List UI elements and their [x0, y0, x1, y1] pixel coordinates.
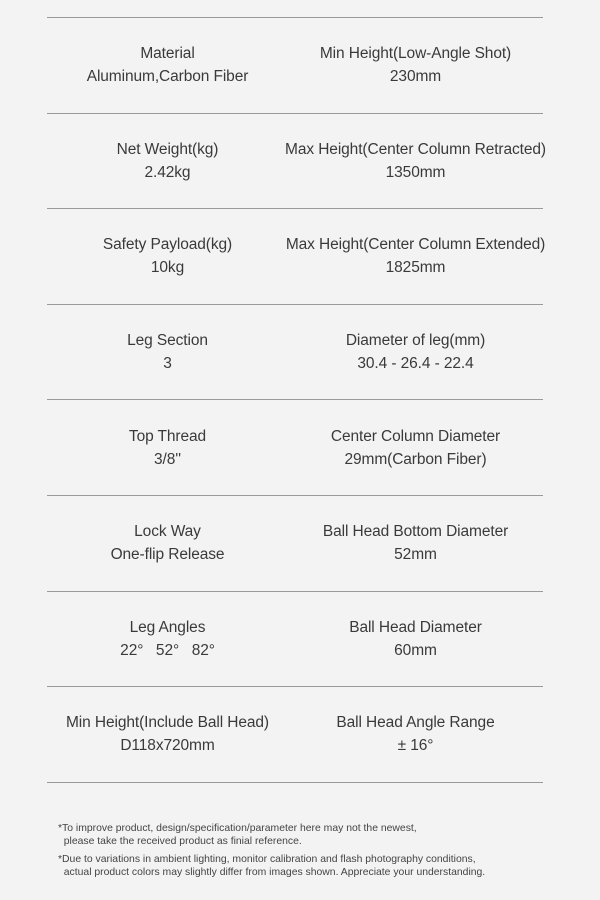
spec-row-net-weight: [47, 113, 546, 209]
spec-cell-ball-head-diameter: [288, 592, 543, 687]
spec-value: 3/8'': [154, 450, 181, 468]
spec-value: 3: [163, 355, 172, 373]
spec-cell-leg-diameter: [288, 305, 543, 400]
spec-value: 22° 52° 82°: [120, 641, 215, 659]
footnotes: [58, 822, 558, 884]
spec-row-top-thread: [47, 399, 543, 495]
spec-cell-material: [47, 18, 288, 113]
spec-cell-ball-head-angle-range: [288, 687, 543, 782]
spec-label: Leg Section: [127, 332, 208, 350]
spec-value: 1825mm: [385, 259, 446, 277]
spec-label: Max Height(Center Column Extended): [285, 236, 546, 254]
spec-label: Ball Head Diameter: [349, 618, 482, 636]
spec-cell-leg-section: [47, 305, 288, 400]
spec-label: Center Column Diameter: [330, 427, 501, 445]
spec-label: Material: [140, 45, 195, 63]
spec-value: 30.4 - 26.4 - 22.4: [357, 355, 474, 373]
spec-cell-ball-head-bottom-diameter: [288, 496, 543, 591]
spec-label: Ball Head Bottom Diameter: [322, 523, 509, 541]
spec-cell-center-column-diameter: [288, 400, 543, 495]
spec-label: Max Height(Center Column Retracted): [285, 140, 546, 158]
spec-row-leg-section: [47, 304, 543, 400]
spec-label: Min Height(Low-Angle Shot): [319, 45, 512, 63]
spec-label: Top Thread: [128, 427, 207, 445]
spec-row-lock-way: [47, 495, 543, 591]
spec-cell-safety-payload: [47, 209, 288, 304]
spec-label: Diameter of leg(mm): [345, 332, 486, 350]
spec-value: 230mm: [389, 68, 442, 86]
spec-value: 52mm: [394, 546, 437, 564]
spec-row-min-height-ball-head: [47, 686, 543, 783]
footnote-specification: *To improve product, design/specification/parameter here may not the newest, please take the received product as finial reference.: [58, 823, 417, 847]
spec-value: 1350mm: [385, 163, 446, 181]
spec-label: Ball Head Angle Range: [336, 714, 495, 732]
spec-table: [47, 17, 546, 783]
spec-cell-max-height-extended: [285, 209, 546, 304]
spec-label: Net Weight(kg): [116, 140, 219, 158]
spec-value: 60mm: [394, 641, 437, 659]
spec-value: Aluminum,Carbon Fiber: [86, 68, 249, 86]
spec-label: Min Height(Include Ball Head): [65, 714, 269, 732]
spec-cell-max-height-retracted: [285, 114, 546, 209]
spec-row-material: [47, 17, 543, 113]
spec-value: One-flip Release: [110, 546, 225, 564]
spec-cell-min-height-ball-head: [47, 687, 288, 782]
spec-value: 29mm(Carbon Fiber): [344, 450, 487, 468]
spec-cell-net-weight: [47, 114, 288, 209]
spec-value: ± 16°: [397, 737, 434, 755]
spec-cell-top-thread: [47, 400, 288, 495]
spec-cell-leg-angles: [47, 592, 288, 687]
spec-label: Leg Angles: [129, 618, 206, 636]
spec-label: Lock Way: [134, 523, 201, 541]
footnote-color-disclaimer: *Due to variations in ambient lighting, monitor calibration and flash photography conditions, actual product colors may slightly differ from images shown. Appreciate your understanding.: [58, 854, 486, 878]
spec-label: Safety Payload(kg): [102, 236, 233, 254]
spec-value: 2.42kg: [144, 163, 191, 181]
spec-value: 10kg: [150, 259, 185, 277]
spec-value: D118x720mm: [120, 737, 215, 755]
spec-cell-lock-way: [47, 496, 288, 591]
spec-cell-min-height-low-angle: [288, 18, 543, 113]
spec-row-leg-angles: [47, 591, 543, 687]
spec-row-safety-payload: [47, 208, 546, 304]
